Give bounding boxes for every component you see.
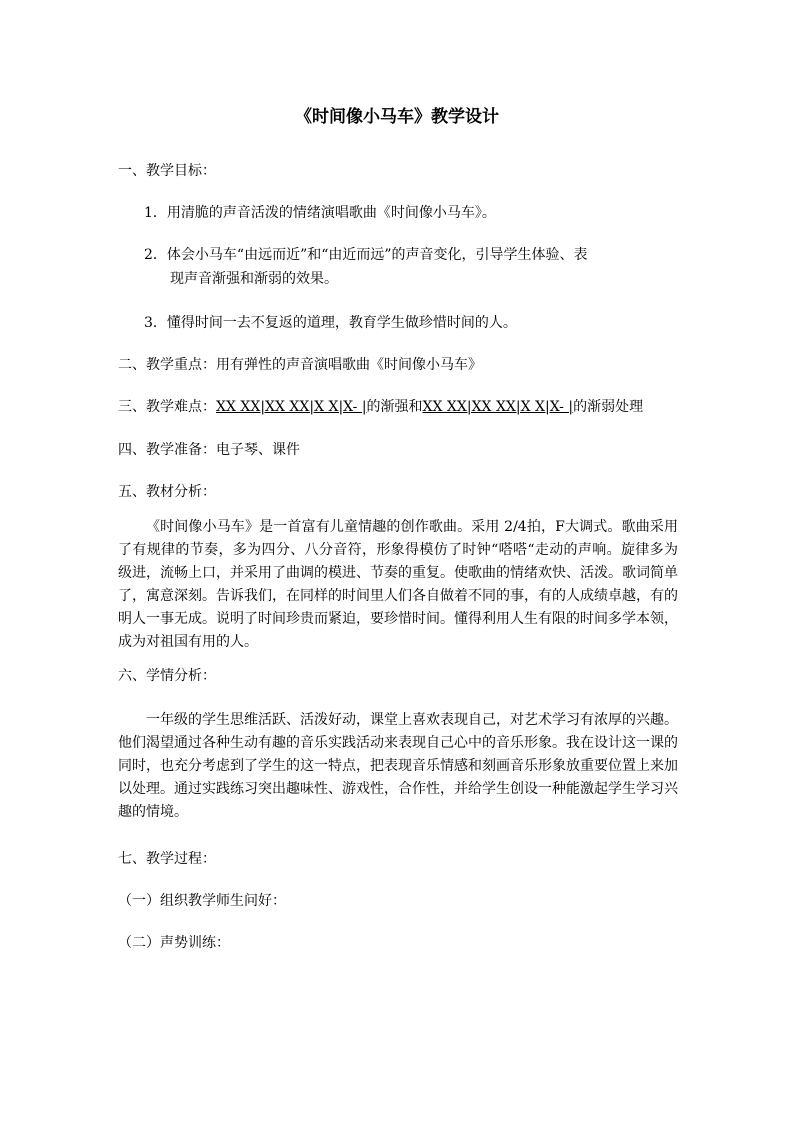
student-heading: 六、学情分析： <box>118 668 216 684</box>
process-heading: 七、教学过程： <box>118 851 216 867</box>
key-point: 二、教学重点：用有弹性的声音演唱歌曲《时间像小马车》 <box>118 357 482 373</box>
material-text: 《时间像小马车》是一首富有儿童情趣的创作歌曲。采用 2/4拍，F大调式。歌曲采用了有规律的节奏，多为四分、八分音符，形象得模仿了时钟“嗒嗒“走动的声响。旋律多为级进，流畅上口，并采用了曲调的模进、节奏的重复。使歌曲的情绪欢快、活泼。歌词简单了，寓意深刻。告诉我们，在同样的时间里人们各自做着不同的事，有的人成绩卓越，有的明人一事无成。说明了时间珍贵而紧迫，要珍惜时间。懂得利用人生有限的时间多学本领，成为对祖国有用的人。 <box>118 519 678 650</box>
goal-item-3: 3．懂得时间一去不复返的道理，教育学生做珍惜时间的人。 <box>144 315 517 331</box>
goal-item-1: 1．用清脆的声音活泼的情绪演唱歌曲《时间像小马车》。 <box>144 205 496 221</box>
rhythm-crescendo: XX XX|XX XX|X X|X- | <box>216 399 367 415</box>
goals-heading: 一、教学目标： <box>118 163 216 179</box>
process-step-2: （二）声势训练： <box>118 935 230 951</box>
difficulty-suffix: 的渐弱处理 <box>573 399 644 415</box>
difficulty-line <box>118 397 678 418</box>
student-text: 一年级的学生思维活跃、活泼好动，课堂上喜欢表现自己，对艺术学习有浓厚的兴趣。他们渴望通过各种生动有趣的音乐实践活动来表现自己心中的音乐形象。我在设计这一课的同时，也充分考虑到了学生的这一特点，把表现音乐情感和刻画音乐形象放重要位置上来加以处理。通过实践练习突出趣味性、游戏性，合作性，并给学生创设一种能激起学生学习兴趣的情境。 <box>118 712 678 820</box>
material-heading: 五、教材分析： <box>118 484 216 500</box>
goal-item-2-line-1: 2．体会小马车“由远而近”和“由近而远”的声音变化，引导学生体验、表 <box>144 247 588 263</box>
rhythm-decrescendo: XX XX|XX XX|X X|X- | <box>422 399 574 415</box>
process-step-1: （一）组织教学师生问好： <box>118 893 286 909</box>
difficulty-prefix: 三、教学难点： <box>118 399 216 415</box>
goal-item-2-line-2: 现声音渐强和渐弱的效果。 <box>170 271 338 287</box>
difficulty-middle: 的渐强和 <box>366 399 423 415</box>
preparation: 四、教学准备：电子琴、课件 <box>118 442 300 458</box>
page-title: 《时间像小马车》教学设计 <box>295 107 499 127</box>
